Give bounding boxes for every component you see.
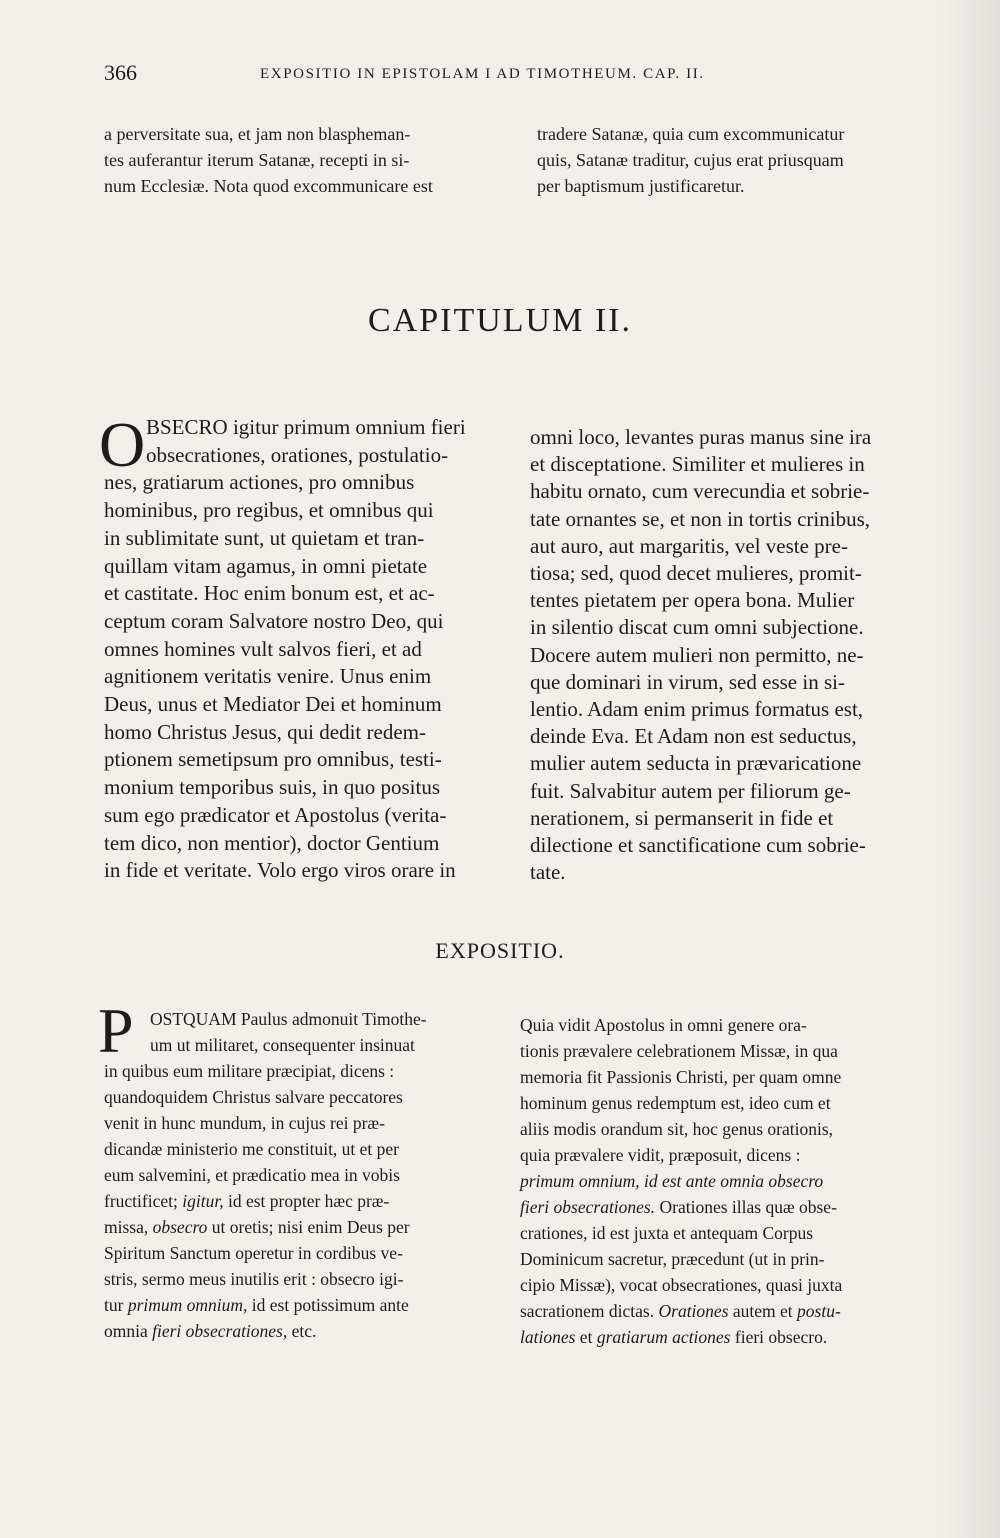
text-line	[520, 1220, 930, 1246]
text-line: tate.	[530, 860, 566, 885]
text-line	[520, 1168, 930, 1194]
text-line: per baptismum justificaretur.	[537, 176, 745, 196]
text-line: in silentio discat cum omni subjectione.	[530, 615, 864, 640]
text-line: ptionem semetipsum pro omnibus, testi-	[104, 747, 442, 772]
text-run: quandoquidem Christus salvare peccatores	[104, 1087, 403, 1107]
italic-run: fieri obsecrationes,	[152, 1321, 288, 1341]
text-line: quis, Satanæ traditur, cujus erat priusquam	[537, 150, 844, 170]
text-run: Dominicum sacretur, præcedunt (ut in prin-	[520, 1249, 825, 1269]
text-run: omnia	[104, 1321, 153, 1341]
text-line: omnes homines vult salvos fieri, et ad	[104, 636, 422, 661]
text-line	[104, 1136, 494, 1162]
text-run: id est potissimum ante	[247, 1295, 409, 1315]
text-run: id est propter hæc præ-	[223, 1191, 390, 1211]
text-line: et disceptatione. Similiter et mulieres in	[530, 452, 865, 477]
drop-cap-initial: O	[99, 409, 146, 480]
italic-run: obsecro	[152, 1217, 208, 1237]
italic-run: gratiarum actiones	[596, 1327, 731, 1347]
text-line	[520, 1298, 930, 1324]
text-line: dilectione et sanctificatione cum sobrie-	[530, 833, 866, 858]
text-line: omni loco, levantes puras manus sine ira	[530, 425, 872, 449]
text-line: ceptum coram Salvatore nostro Deo, qui	[104, 608, 444, 633]
text-line: Deus, unus et Mediator Dei et hominum	[104, 692, 442, 717]
text-run: autem et	[728, 1301, 798, 1321]
italic-run: primum omnium, id est ante omnia obsecro	[520, 1171, 824, 1191]
text-line	[520, 1090, 930, 1116]
text-line: quillam vitam agamus, in omni pietate	[104, 553, 428, 578]
text-run: tionis prævalere celebrationem Missæ, in qua	[520, 1041, 838, 1061]
text-line: habitu ornato, cum verecundia et sobrie-	[530, 479, 870, 504]
text-line: nerationem, si permanserit in fide et	[530, 805, 834, 830]
text-line: tem dico, non mentior), doctor Gentium	[104, 830, 440, 855]
prev-chapter-right-column	[537, 121, 952, 199]
italic-run: fieri obsecrationes.	[520, 1197, 656, 1217]
italic-run: lationes	[520, 1327, 576, 1347]
text-run: memoria fit Passionis Christi, per quam omne	[520, 1067, 842, 1087]
commentary-left-column	[104, 1006, 494, 1344]
text-line	[520, 1012, 930, 1038]
text-line: agnitionem veritatis venire. Unus enim	[104, 664, 432, 689]
text-line: tiosa; sed, quod decet mulieres, promit-	[530, 561, 862, 586]
text-run: sacrationem dictas.	[520, 1301, 659, 1321]
text-run: crationes, id est juxta et antequam Corpus	[520, 1223, 814, 1243]
text-line: monium temporibus suis, in quo positus	[104, 775, 441, 800]
text-run: missa,	[104, 1217, 153, 1237]
text-run: in quibus eum militare præcipiat, dicens :	[104, 1061, 395, 1081]
text-line: tate ornantes se, et non in tortis crinibus,	[530, 506, 871, 531]
text-line: lentio. Adam enim primus formatus est,	[530, 697, 864, 722]
text-run: Orationes illas quæ obse-	[655, 1197, 837, 1217]
text-line	[104, 1058, 494, 1084]
text-run: eum salvemini, et prædicatio mea in vobis	[104, 1165, 400, 1185]
text-line: hominibus, pro regibus, et omnibus qui	[104, 498, 434, 523]
text-run: stris, sermo meus inutilis erit : obsecro igi-	[104, 1269, 404, 1289]
text-line: et castitate. Hoc enim bonum est, et ac-	[104, 581, 435, 606]
text-run: quia prævalere vidit, præposuit, dicens :	[520, 1145, 801, 1165]
text-run: aliis modis orandum sit, hoc genus orationis,	[520, 1119, 834, 1139]
text-line: sum ego prædicator et Apostolus (verita-	[104, 802, 447, 827]
text-line	[520, 1142, 930, 1168]
text-run: ut oretis; nisi enim Deus per	[207, 1217, 410, 1237]
text-line: tes auferantur iterum Satanæ, recepti in si-	[104, 150, 410, 170]
text-line	[520, 1194, 930, 1220]
text-line	[104, 1240, 494, 1266]
text-line: a perversitate sua, et jam non blaspheman-	[104, 124, 411, 144]
prev-chapter-left-column	[104, 121, 514, 199]
text-run: Spiritum Sanctum operetur in cordibus ve-	[104, 1243, 403, 1263]
text-line	[104, 1214, 494, 1240]
text-run: cipio Missæ), vocat obsecrationes, quasi juxta	[520, 1275, 843, 1295]
text-run: fructificet;	[104, 1191, 183, 1211]
text-run: et	[575, 1327, 597, 1347]
text-line: tradere Satanæ, quia cum excommunicatur	[537, 124, 845, 144]
text-line	[520, 1116, 930, 1142]
text-run: tur	[104, 1295, 128, 1315]
text-line	[104, 1162, 494, 1188]
scripture-right-column	[530, 424, 952, 886]
text-line: nes, gratiarum actiones, pro omnibus	[104, 470, 415, 495]
text-line: in fide et veritate. Volo ergo viros orare in	[104, 858, 456, 883]
text-line	[520, 1246, 930, 1272]
text-run: Quia vidit Apostolus in omni genere ora-	[520, 1015, 807, 1035]
text-run: um ut militaret, consequenter insinuat	[150, 1035, 415, 1055]
text-line: tentes pietatem per opera bona. Mulier	[530, 588, 855, 613]
text-line: deinde Eva. Et Adam non est seductus,	[530, 724, 857, 749]
text-line: aut auro, aut margaritis, vel veste pre-	[530, 533, 848, 558]
text-run: OSTQUAM Paulus admonuit Timothe-	[150, 1009, 427, 1029]
text-line	[520, 1038, 930, 1064]
text-line	[104, 1084, 494, 1110]
text-line	[104, 1188, 494, 1214]
text-line	[104, 1292, 494, 1318]
italic-run: postu-	[797, 1301, 841, 1321]
text-run: hominum genus redemptum est, ideo cum et	[520, 1093, 831, 1113]
text-run: etc.	[287, 1321, 317, 1341]
text-line: BSECRO igitur primum omnium fieri	[146, 415, 466, 439]
text-line: Docere autem mulieri non permitto, ne-	[530, 642, 864, 667]
running-head	[104, 60, 804, 90]
text-run: fieri obsecro.	[730, 1327, 828, 1347]
text-line	[150, 1006, 494, 1032]
italic-run: Orationes	[658, 1301, 729, 1321]
text-line: homo Christus Jesus, qui dedit redem-	[104, 719, 426, 744]
text-line: mulier autem seducta in prævaricatione	[530, 751, 862, 776]
text-line: obsecrationes, orationes, postulatio-	[146, 442, 449, 467]
scripture-left-column	[104, 414, 514, 885]
text-line	[520, 1272, 930, 1298]
italic-run: primum omnium,	[127, 1295, 248, 1315]
page-number: 366	[104, 60, 137, 85]
chapter-title: CAPITULUM II.	[368, 302, 632, 339]
text-line	[104, 1266, 494, 1292]
text-line: in sublimitate sunt, ut quietam et tran-	[104, 525, 425, 550]
text-line	[520, 1064, 930, 1090]
italic-run: igitur,	[182, 1191, 224, 1211]
text-line	[104, 1318, 494, 1344]
drop-cap-initial: P	[98, 995, 134, 1066]
text-line: que dominari in virum, sed esse in si-	[530, 669, 845, 694]
section-heading: EXPOSITIO.	[435, 938, 565, 963]
text-line: fuit. Salvabitur autem per filiorum ge-	[530, 778, 851, 803]
text-line	[520, 1324, 930, 1350]
text-line	[150, 1032, 494, 1058]
commentary-right-column	[520, 1012, 930, 1350]
text-run: venit in hunc mundum, in cujus rei præ-	[104, 1113, 385, 1133]
text-run: dicandæ ministerio me constituit, ut et per	[104, 1139, 400, 1159]
running-title: EXPOSITIO IN EPISTOLAM I AD TIMOTHEUM. CAP. II.	[260, 66, 705, 82]
text-line: num Ecclesiæ. Nota quod excommunicare est	[104, 176, 433, 196]
text-line	[104, 1110, 494, 1136]
